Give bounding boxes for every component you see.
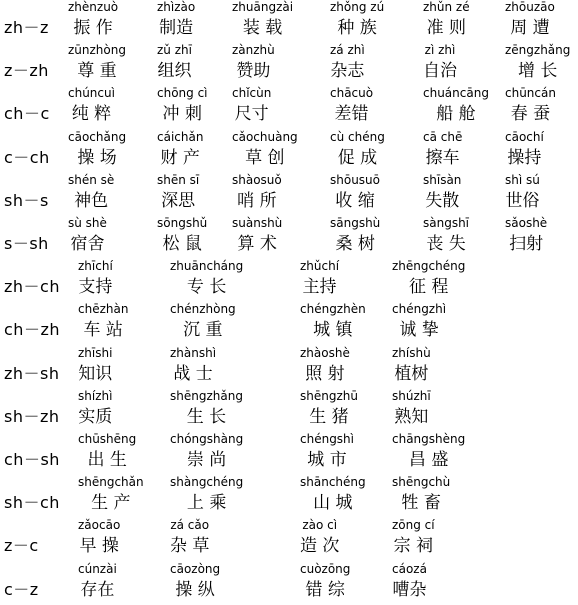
hanzi-word: 尊 重 [77,61,117,82]
hanzi-word: 杂志 [330,61,365,82]
pinyin-text: chāngshèng [392,432,466,446]
word-entry [300,518,339,557]
hanzi-word: 操 场 [77,147,117,168]
pinyin-text: zì zhì [424,43,456,58]
hanzi-word: 崇 尚 [186,450,227,470]
word-entry [300,346,350,385]
hanzi-word: 装 载 [242,18,283,38]
word-entry [232,43,275,82]
pinyin-text: zá zhì [330,43,365,58]
pair-row [0,346,578,389]
word-entry [68,86,115,125]
hanzi-word: 城 镇 [313,320,353,341]
pinyin-text: zhuāncháng [170,259,244,274]
pinyin-text: chācuò [330,86,374,101]
pinyin-text: shānchéng [300,475,366,490]
hanzi-word: 种 族 [337,18,377,38]
hanzi-word: 差错 [334,104,369,125]
pair-label: sh－s [4,190,49,210]
pinyin-text: chéngzhèn [300,302,366,317]
word-entry [330,0,384,39]
pinyin-text: zhēngchéng [392,259,466,274]
word-entry [232,86,271,125]
word-entry [423,130,462,169]
word-entry [300,389,358,428]
word-entry [170,302,236,341]
pair-label: sh－zh [4,406,60,426]
hanzi-word: 擦车 [425,147,460,168]
pinyin-text: zōng cí [392,518,435,533]
pinyin-text: sù shè [68,216,107,230]
hanzi-word: 春 蚕 [510,104,551,125]
pinyin-text: cāochí [505,129,544,144]
hanzi-word: 主持 [302,277,337,298]
pinyin-text: cāochǎng [68,129,127,144]
hanzi-word: 造 次 [300,536,340,557]
word-entry [392,389,431,428]
word-entry [232,130,298,169]
word-entry [505,86,556,125]
word-entry [68,130,126,169]
pair-label: zh－z [4,18,49,37]
pair-row [0,518,578,561]
hanzi-word: 扫射 [509,234,544,254]
pinyin-text: sàngshī [423,216,470,230]
hanzi-word: 车 站 [83,320,123,341]
pair-label: ch－c [4,104,50,124]
word-entry [170,346,216,385]
hanzi-word: 周 遭 [510,18,550,38]
pinyin-text: zǔ zhī [157,43,192,58]
hanzi-word: 深思 [161,190,196,211]
word-entry [423,216,469,255]
word-entry [232,216,282,255]
word-entry [392,562,427,601]
word-entry [157,130,203,169]
word-entry [157,216,207,255]
word-entry [170,562,220,601]
pinyin-text: chóngshàng [170,432,244,446]
hanzi-word: 宗 祠 [393,536,433,557]
pinyin-text: zànzhù [232,43,275,58]
hanzi-word: 尺寸 [234,104,269,125]
pair-row [0,216,578,259]
word-entry [157,0,195,39]
hanzi-word: 世俗 [505,190,540,211]
pinyin-text: shēngchǎn [78,475,144,490]
pinyin-text: shízhì [78,388,113,403]
hanzi-word: 城 市 [307,450,347,470]
hanzi-word: 草 创 [245,147,285,168]
hanzi-word: 生 长 [186,406,227,427]
hanzi-word: 桑 树 [335,234,375,254]
word-entry [78,562,117,601]
word-entry [170,518,209,557]
pinyin-text: chǐcùn [232,86,272,101]
hanzi-word: 征 程 [408,277,449,298]
hanzi-word: 嘈杂 [392,579,427,600]
word-entry [300,302,366,341]
pinyin-text: shēngzhǎng [170,388,243,403]
pair-label: ch－sh [4,450,60,469]
pinyin-text: chúncuì [68,86,115,101]
hanzi-word: 战 士 [173,363,213,384]
hanzi-word: 振 作 [73,18,113,38]
hanzi-word: 操持 [507,147,542,168]
pinyin-text: cā chē [423,129,463,144]
hanzi-word: 错 综 [305,579,345,600]
pinyin-text: zhàoshè [300,345,350,360]
pinyin-text: chēzhàn [78,302,129,317]
pinyin-text: cuòzōng [300,561,351,576]
pair-row [0,302,578,345]
pinyin-text: zhīshi [78,345,113,360]
hanzi-word: 失散 [425,190,460,211]
pinyin-text: zhīchí [78,259,113,274]
pinyin-text: zào cì [302,518,338,533]
pinyin-text: zhíshù [392,345,431,360]
hanzi-word: 增 长 [517,61,558,82]
hanzi-word: 杂 草 [170,536,210,557]
hanzi-word: 制造 [159,18,194,38]
word-entry [330,43,365,82]
word-entry [78,302,128,341]
word-entry [157,43,192,82]
pinyin-text: cǎochuàng [232,129,298,144]
word-entry [423,0,470,39]
pinyin-text: cáichǎn [157,129,204,144]
pair-label: z－zh [4,61,49,81]
pair-row [0,389,578,432]
hanzi-word: 促 成 [337,147,378,168]
word-entry [392,259,465,298]
pair-label: z－c [4,536,39,556]
hanzi-word: 专 长 [186,277,227,298]
pair-row [0,173,578,216]
hanzi-word: 出 生 [87,450,127,470]
word-entry [300,259,339,298]
hanzi-word: 自治 [423,61,457,82]
pinyin-text: cāozòng [170,561,221,576]
pinyin-text: sōngshǔ [157,216,208,230]
word-entry [300,432,354,471]
hanzi-word: 算 术 [237,234,277,254]
hanzi-word: 沉 重 [183,320,223,341]
pinyin-text: shōusuō [330,172,381,187]
pinyin-text: suànshù [232,216,283,230]
word-entry [78,432,136,471]
pinyin-text: zūnzhòng [68,43,126,58]
hanzi-word: 牲 畜 [401,493,441,514]
pinyin-text: zhǒng zú [330,0,385,14]
hanzi-word: 松 鼠 [162,234,202,254]
pair-label: zh－sh [4,363,60,383]
pinyin-text: sǎoshè [505,216,548,230]
word-entry [505,43,570,82]
pinyin-text: zhìzào [157,0,196,14]
pinyin-text: cúnzài [78,561,117,576]
hanzi-word: 山 城 [313,493,353,514]
hanzi-word: 神色 [74,190,109,211]
word-entry [68,216,107,255]
pair-label: s－sh [4,234,49,253]
hanzi-word: 操 纵 [175,579,215,600]
pair-row [0,562,578,605]
hanzi-word: 船 舱 [436,104,476,125]
pair-row [0,86,578,129]
pinyin-text: chōng cì [157,86,208,101]
pinyin-text: shàngchéng [170,475,244,490]
pair-row [0,475,578,518]
pinyin-text: chénzhòng [170,302,236,317]
word-entry [78,475,144,514]
pair-row [0,43,578,86]
pinyin-text: zhuāngzài [232,0,294,14]
pinyin-text: chūncán [505,86,556,101]
word-entry [392,518,435,557]
word-entry [300,562,350,601]
pinyin-text: shúzhī [392,388,431,403]
pair-label: zh－ch [4,277,60,297]
word-entry [330,173,380,212]
hanzi-word: 昌 盛 [408,450,449,470]
hanzi-word: 财 产 [160,147,200,168]
pinyin-text: zhǔn zé [423,0,470,14]
pinyin-text: shàosuǒ [232,172,282,187]
hanzi-word: 组织 [157,61,192,82]
word-entry [392,302,446,341]
pair-row [0,130,578,173]
pair-label: c－ch [4,147,50,167]
hanzi-word: 赞助 [236,61,271,82]
hanzi-word: 纯 粹 [71,104,112,125]
word-entry [392,346,431,385]
hanzi-word: 支持 [78,277,113,298]
pair-label: sh－ch [4,493,60,513]
word-entry [68,0,118,39]
word-entry [392,475,450,514]
pinyin-text: chuáncāng [423,86,489,101]
word-entry [300,475,366,514]
pinyin-text: zǎocāo [78,518,121,533]
word-entry [78,389,112,428]
word-entry [157,173,199,212]
pinyin-text: chūshēng [78,432,137,446]
pinyin-text: chéngshì [300,432,354,446]
pair-label: c－z [4,579,39,599]
word-entry [330,130,385,169]
hanzi-word: 照 射 [305,363,345,384]
pinyin-text: cù chéng [330,129,385,144]
hanzi-word: 植树 [394,363,429,384]
pinyin-text: shēngchù [392,475,451,490]
word-entry [423,173,461,212]
hanzi-word: 宿舍 [70,234,105,254]
word-entry [78,518,120,557]
hanzi-word: 冲 刺 [162,104,202,125]
word-entry [170,432,243,471]
word-entry [505,0,555,39]
word-entry [157,86,208,125]
word-entry [330,86,373,125]
pinyin-text: zhōuzāo [505,0,555,14]
pinyin-text: shì sú [505,172,540,187]
word-entry [170,259,243,298]
pinyin-text: sāngshù [330,216,381,230]
pinyin-text: zhǔchí [300,259,340,274]
hanzi-word: 丧 失 [426,234,466,254]
pinyin-text: zhànshì [170,345,217,360]
pair-row [0,0,578,43]
hanzi-word: 收 缩 [335,190,375,211]
word-entry [170,475,243,514]
pinyin-text: shén sè [68,172,115,187]
word-entry [505,216,547,255]
word-entry [68,173,114,212]
hanzi-word: 存在 [80,579,115,600]
pinyin-text: shēn sī [157,172,200,187]
word-entry [423,86,489,125]
word-entry [78,346,112,385]
hanzi-word: 早 操 [79,536,119,557]
word-entry [232,173,282,212]
hanzi-word: 上 乘 [186,493,227,514]
hanzi-word: 生 产 [91,493,131,514]
word-entry [505,173,540,212]
pair-row [0,432,578,475]
pinyin-text: cáozá [392,561,427,576]
hanzi-word: 诚 挚 [399,320,439,341]
pair-label: ch－zh [4,320,60,340]
pinyin-text: shīsàn [423,172,462,187]
word-entry [505,130,544,169]
word-entry [170,389,243,428]
word-entry [423,43,457,82]
hanzi-word: 准 则 [426,18,467,38]
pinyin-text: shēngzhū [300,388,358,403]
pinyin-text: zhènzuò [68,0,119,14]
hanzi-word: 熟知 [394,406,429,427]
hanzi-word: 知识 [78,363,113,384]
word-entry [232,0,293,39]
pinyin-text: zēngzhǎng [505,43,571,58]
word-entry [78,259,113,298]
word-entry [330,216,380,255]
hanzi-word: 实质 [78,406,113,427]
pinyin-text: zá cǎo [170,518,210,533]
hanzi-word: 哨 所 [237,190,277,211]
word-entry [392,432,465,471]
pinyin-text: chéngzhì [392,302,447,317]
hanzi-word: 生 猪 [309,406,349,427]
pair-row [0,259,578,302]
word-entry [68,43,126,82]
